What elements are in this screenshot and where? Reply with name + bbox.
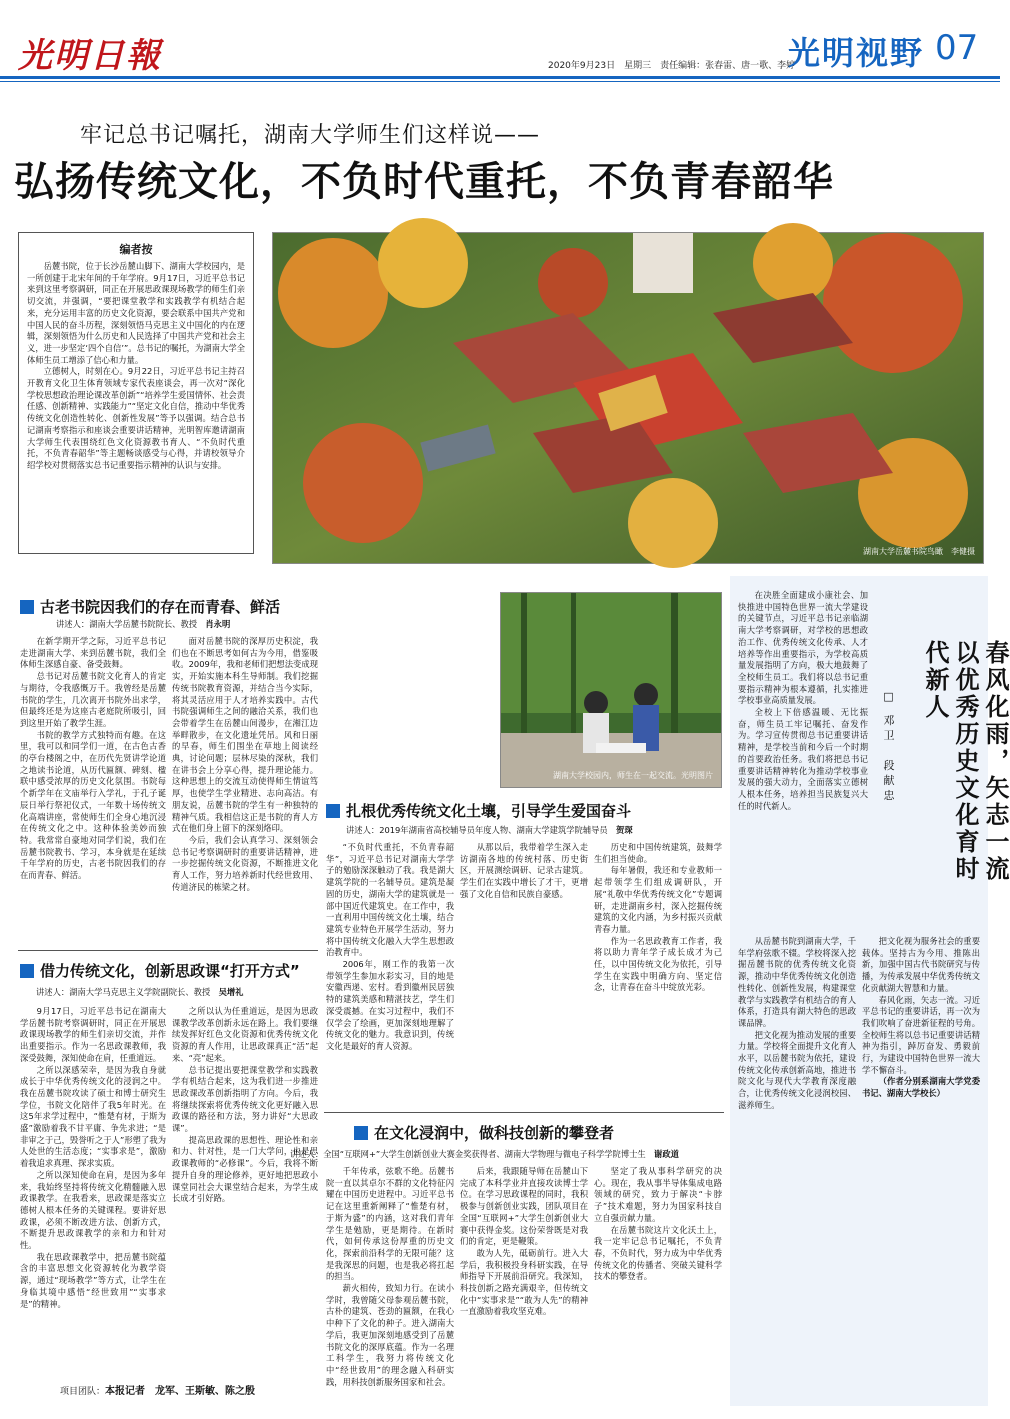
article4-col3 <box>594 1166 722 1404</box>
article-byline: 讲述人：湖南大学马克思主义学院副院长、教授 吴增礼 <box>36 987 244 997</box>
article3-col1 <box>326 842 454 1104</box>
paragraph: 总书记对岳麓书院文化育人的肯定与期待，令我感慨万千。我曾经是岳麓书院的学生，几次离开书院外出求学，但最终还是为这座古老庭院所吸引，回到这里开始了教学生涯。 <box>20 671 166 728</box>
article3-intro-col <box>324 596 492 810</box>
paragraph: 之所以深知使命在肩，是因为多年来，我始终坚持将传统文化精髓融入思政课教学。在我看来，思政课是落实立德树人根本任务的关键课程。要讲好思政课，必须不断改进方法、创新方式，不断提升思政课教学的亲和力和针对性。 <box>20 1169 166 1251</box>
paragraph: 在岳麓书院这片文化沃土上，我一定牢记总书记嘱托，不负青春，不负时代，努力成为中华优秀传统文化的传播者、突破关键科学技术的攀登者。 <box>594 1224 722 1282</box>
article-title <box>20 596 280 617</box>
paragraph: 把文化视为推动发展的重要力量。学校将全面提升文化育人水平，以岳麓书院为依托，建设传统文化传承创新高地，推进书院文化与现代大学教育深度融合，让优秀传统文化浸润校园、滋养师生。 <box>738 1029 856 1110</box>
masthead-rule <box>0 76 1000 79</box>
article-byline: 讲述人：全国“互联网+”大学生创新创业大赛金奖获得者、湖南大学物理与微电子科学学院博士生 谢政道 <box>290 1149 679 1159</box>
divider <box>324 1112 724 1113</box>
paragraph: 提高思政课的思想性、理论性和亲和力、针对性，是一门大学问，也是思政课教师的“必修课”。今后，我将不断提升自身的理论修养，更好地把思政小课堂同社会大课堂结合起来，为学生成长成才引好路。 <box>172 1134 318 1204</box>
article5-author: □ 邓卫 段献忠 <box>882 690 895 805</box>
paragraph: 历史和中国传统建筑，鼓舞学生们担当使命。 <box>594 842 722 864</box>
article-title-text: 借力传统文化，创新思政课“打开方式” <box>40 962 300 980</box>
article4-col2 <box>460 1166 588 1404</box>
editor-note <box>18 232 254 554</box>
kicker: 牢记总书记嘱托，湖南大学师生们这样说—— <box>80 123 541 148</box>
article-title-text: 在文化浸润中，做科技创新的攀登者 <box>374 1124 615 1142</box>
title-marker-icon <box>354 1126 368 1140</box>
paragraph: 面对岳麓书院的深厚历史积淀，我们也在不断思考如何古为今用，借鉴吸收。2009年，我和老师们把想法变成现实，开始实施本科生导师制。我们挖掘传统书院教育资源，并结合当今实际，将其灵活应用于人才培养实践中。古代书院强调师生之间的融洽关系，我们也会带着学生在岳麓山间漫步，在湘江边举畔散步，在文化遗址凭吊。风和日丽的早春，师生们围坐在草地上阅读经典，讨论问题；层林尽染的深秋，我们在讲书会上分享心得，提升理论能力。这种思想上的交流互动使得师生情谊笃厚，也使学生学业精进、志向高洁。有朋友说，岳麓书院的学生有一种独特的精神气质。我相信这正是书院的育人方式在他们身上留下的深刻烙印。 <box>172 636 318 834</box>
paragraph: （作者分别系湖南大学党委书记、湖南大学校长） <box>862 1076 980 1099</box>
editor-note-paragraph: 岳麓书院，位于长沙岳麓山脚下、湖南大学校园内，是一所创建于北宋年间的千年学府。9月17日，习近平总书记来到这里考察调研，同正在开展思政课现场教学的师生们亲切交流，并强调，“要把课堂教学和实践教学有机结合起来，充分运用丰富的历史文化资源，要会联系中国共产党和中国人民的奋斗历程，深刻领悟马克思主义中国化的内在逻辑，深刻领悟为什么历史和人民选择了中国共产党和社会主义，进一步坚定‘四个自信’”。总书记的嘱托，为湖南大学全体师生员工增添了信心和力量。 <box>27 261 245 365</box>
photo-caption: 湖南大学校园内，师生在一起交流。光明图片 <box>553 771 713 780</box>
section-name: 光明视野 <box>788 34 925 72</box>
project-team: 项目团队：本报记者 龙军、王斯敏、陈之殷 <box>60 1386 256 1397</box>
paragraph: “不负时代重托，不负青春韶华”，习近平总书记对湖南大学学子的勉励深深触动了我。我是湖大建筑学院的一名辅导员。建筑是凝固的历史，湖南大学的建筑就是一部中国近代建筑史。在工作中，我一直利用中国传统文化土壤，结合建筑专业特色开展学生活动，努力将中国传统文化融入大学生思想政治教育中。 <box>326 842 454 958</box>
newspaper-logo: 光明日報 <box>18 36 162 76</box>
article-title-text: 扎根优秀传统文化土壤，引导学生爱国奋斗 <box>346 802 632 820</box>
title-marker-icon <box>326 804 340 818</box>
paragraph: 后来，我跟随导师在岳麓山下完成了本科学业并直接攻读博士学位。在学习思政课程的同时，我积极参与创新创业实践，团队项目在全国“互联网+”大学生创新创业大赛中获得金奖。这份荣誉既是对我们的肯定，更是鞭策。 <box>460 1166 588 1247</box>
paragraph: 坚定了我从事科学研究的决心。现在，我从事半导体集成电路领域的研究，致力于解决“卡脖子”技术难题，努力为国家科技自立自强贡献力量。 <box>594 1166 722 1223</box>
title-marker-icon <box>20 964 34 978</box>
paragraph: 从那以后，我带着学生深入走访湖南各地的传统村落、历史街区，开展测绘调研、记录古建筑。学生们在实践中增长了才干，更增强了文化自信和民族自豪感。 <box>460 842 588 899</box>
paragraph: 春风化雨，矢志一流。习近平总书记的重要讲话，再一次为我们吹响了奋进新征程的号角。全校师生将以总书记重要讲话精神为指引，踔厉奋发、勇毅前行，为建设中国特色世界一流大学不懈奋斗。 <box>862 994 980 1075</box>
paragraph: 之所以认为任重道远，是因为思政课教学改革创新永远在路上。我们要继续发挥好红色文化资源和优秀传统文化资源的育人作用，让思政课真正“活”起来、“亮”起来。 <box>172 1006 318 1063</box>
article5-col2 <box>738 936 856 1402</box>
paragraph: 在新学期开学之际，习近平总书记走进湖南大学、来到岳麓书院，我们全体师生深感自豪、备受鼓舞。 <box>20 636 166 670</box>
article-byline: 讲述人：湖南大学岳麓书院院长、教授 肖永明 <box>56 619 231 629</box>
paragraph: 薪火相传，致知力行。在读小学时，我曾随父母参观岳麓书院，古朴的建筑、苍劲的匾额，在我心中种下了文化的种子。进入湖南大学后，我更加深刻地感受到了岳麓书院文化的深厚底蕴。作为一名理工科学生，我努力将传统文化中“经世致用”的理念融入科研实践，用科技创新服务国家和社会。 <box>326 1283 454 1387</box>
article5-col1 <box>738 590 868 930</box>
paragraph: 千年传承，弦歌不绝。岳麓书院一直以其卓尔不群的文化特征闪耀在中国历史进程中。习近平总书记在这里重新阐释了“惟楚有材，于斯为盛”的内涵，这对我们青年学生是勉励，更是期待。在新时代，如何传承这份厚重的历史文化，探索前沿科学的无限可能？这是我深思的问题，也是我必将扛起的担当。 <box>326 1166 454 1282</box>
paragraph: 敢为人先，砥砺前行。进入大学后，我积极投身科研实践，在导师指导下开展前沿研究。我深知，科技创新之路充满艰辛，但传统文化中“实事求是”“敢为人先”的精神一直激励着我攻坚克难。 <box>460 1247 588 1317</box>
editor-note-title: 编者按 <box>119 243 153 256</box>
article-title <box>354 1122 614 1143</box>
paragraph: 把文化视为服务社会的重要载体。坚持古为今用、推陈出新，加强中国古代书院研究与传播，为传承发展中华优秀传统文化贡献湖大智慧和力量。 <box>862 936 980 993</box>
paragraph: 9月17日，习近平总书记在湖南大学岳麓书院考察调研时，同正在开展思政课现场教学的师生们亲切交流，并作出重要指示。作为一名思政课教师，我深受鼓舞，深知使命在肩，任重道远。 <box>20 1006 166 1063</box>
title-marker-icon <box>20 600 34 614</box>
page-number: 07 <box>935 28 979 68</box>
paragraph: 总书记提出要把课堂教学和实践教学有机结合起来，这为我们进一步推进思政课改革创新指明了方向。今后，我将继续探索将优秀传统文化更好融入思政课的路径和方法，努力讲好“大思政课”。 <box>172 1064 318 1134</box>
paragraph: 今后，我们会认真学习、深刻领会总书记考察调研时的重要讲话精神，进一步挖掘传统文化资源，不断推进文化育人工作，努力培养新时代经世致用、传道济民的栋梁之材。 <box>172 834 318 892</box>
paragraph: 在决胜全面建成小康社会、加快推进中国特色世界一流大学建设的关键节点，习近平总书记亲临湖南大学考察调研，对学校的思想政治工作、优秀传统文化传承、人才培养等作出重要指示，为学校高质量发展指明了方向，极大地鼓舞了全校师生员工。我们将以总书记重要指示精神为根本遵循，扎实推进学校事业高质量发展。 <box>738 590 868 706</box>
masthead-rule-thin <box>0 81 1000 82</box>
article5-title: 春风化雨，矢志一流 以优秀历史文化育时代新人 <box>921 640 1010 883</box>
photo-caption: 湖南大学岳麓书院鸟瞰 李健摄 <box>863 547 975 556</box>
article2-col1 <box>20 1006 166 1374</box>
article1-col2 <box>172 636 318 893</box>
article-title <box>326 800 631 821</box>
divider <box>18 950 318 951</box>
paragraph: 2006年，刚工作的我第一次带领学生参加水彩实习，目的地是安徽西递、宏村。看到徽州民居独特的建筑美感和精湛技艺，学生们深受震撼。在实习过程中，我们不仅学会了绘画，更加深刻地理解了传统文化的魅力。我意识到，传统文化是最好的育人资源。 <box>326 959 454 1051</box>
article3-col2 <box>460 842 588 1104</box>
article4-col1 <box>326 1166 454 1404</box>
paragraph: 作为一名思政教育工作者，我将以助力青年学子成长成才为己任，以中国传统文化为依托，引导学生在实践中明确方向、坚定信念，让青春在奋斗中绽放光彩。 <box>594 935 722 993</box>
aerial-photo <box>272 232 984 564</box>
paragraph: 之所以深感荣幸，是因为我自身就成长于中华优秀传统文化的浸润之中。我在岳麓书院攻读了硕士和博士研究生学位，书院文化陪伴了我5年时光。在这5年求学过程中，“惟楚有材，于斯为盛”激励着我不甘平庸、争先求进；“是非审之于己，毁誉听之于人”形塑了我为人处世的生活态度；“实事求是”，激励着我追求真理、探求实质。 <box>20 1064 166 1169</box>
article5-col3 <box>862 936 980 1402</box>
campus-photo-image <box>501 593 721 787</box>
article-title-text: 古老书院因我们的存在而青春、鲜活 <box>40 598 281 616</box>
paragraph: 书院的教学方式独特而有趣。在这里，我可以和同学们一道，在古色古香的亭台楼阁之中，在历代先贤讲学论道之地读书论道，从历代匾额、碑刻、楹联中感受浓厚的历史文化氛围。书院每个新学年在文庙举行入学礼，于孔子诞辰日举行祭祀仪式，一年数十场传统文化高端讲座，常使师生们全身心地沉浸在传统文化之中。这种体验美妙而独特。我常常自豪地对同学们说，我们在岳麓书院教书、学习，本身就是在延续千年学府的历史，古老书院因我们的存在而青春、鲜活。 <box>20 729 166 881</box>
campus-photo <box>500 592 722 788</box>
article-byline: 讲述人：2019年湖南省高校辅导员年度人物、湖南大学建筑学院辅导员 贺琛 <box>346 825 633 835</box>
editor-note-paragraph: 立德树人，时刻在心。9月22日，习近平总书记主持召开教育文化卫生体育领域专家代表座谈会，再一次对“深化学校思想政治理论课改革创新”“培养学生爱国情怀、社会责任感、创新精神、实践能力”“坚定文化自信，推动中华优秀传统文化创造性转化、创新性发展”等予以强调。结合总书记湖南考察指示和座谈会重要讲话精神，光明智库邀请湖南大学师生代表围绕红色文化资源教书育人、“不负时代重托，不负青春韶华”等主题畅谈感受与心得，并请校领导介绍学校对贯彻落实总书记重要指示精神的认识与安排。 <box>27 366 245 470</box>
paragraph: 我在思政课教学中，把岳麓书院蕴含的丰富思想文化资源转化为教学资源，通过“现场教学”等方式，让学生在身临其境中感悟“经世致用”“实事求是”的精神。 <box>20 1251 166 1309</box>
headline: 弘扬传统文化，不负时代重托，不负青春韶华 <box>14 158 834 205</box>
aerial-photo-image <box>273 233 983 563</box>
article-title <box>20 960 300 981</box>
article1-col1 <box>20 636 166 882</box>
article3-col3 <box>594 842 722 1104</box>
issue-info: 2020年9月23日 星期三 责任编辑：张春雷、唐一歌、李婷 <box>548 61 796 71</box>
paragraph: 全校上下倍感温暖、无比振奋，师生员工牢记嘱托、奋发作为。学习宣传贯彻总书记重要讲话精神，是学校当前和今后一个时期的首要政治任务。我们将把总书记重要讲话精神转化为推动学校事业发展的强大动力，全面落实立德树人根本任务，培养担当民族复兴大任的时代新人。 <box>738 707 868 811</box>
article2-col2 <box>172 1006 318 1374</box>
paragraph: 每年暑假，我还和专业教师一起带领学生们组成调研队，开展“礼敬中华优秀传统文化”专题调研，走进湖南乡村，深入挖掘传统建筑的文化内涵，为乡村振兴贡献青春力量。 <box>594 865 722 934</box>
paragraph: 从岳麓书院到湖南大学，千年学府弦歌不辍。学校将深入挖掘岳麓书院的优秀传统文化资源，推动中华优秀传统文化创造性转化、创新性发展，构建课堂教学与实践教学有机结合的育人体系，打造具有湖大特色的思政课品牌。 <box>738 936 856 1028</box>
